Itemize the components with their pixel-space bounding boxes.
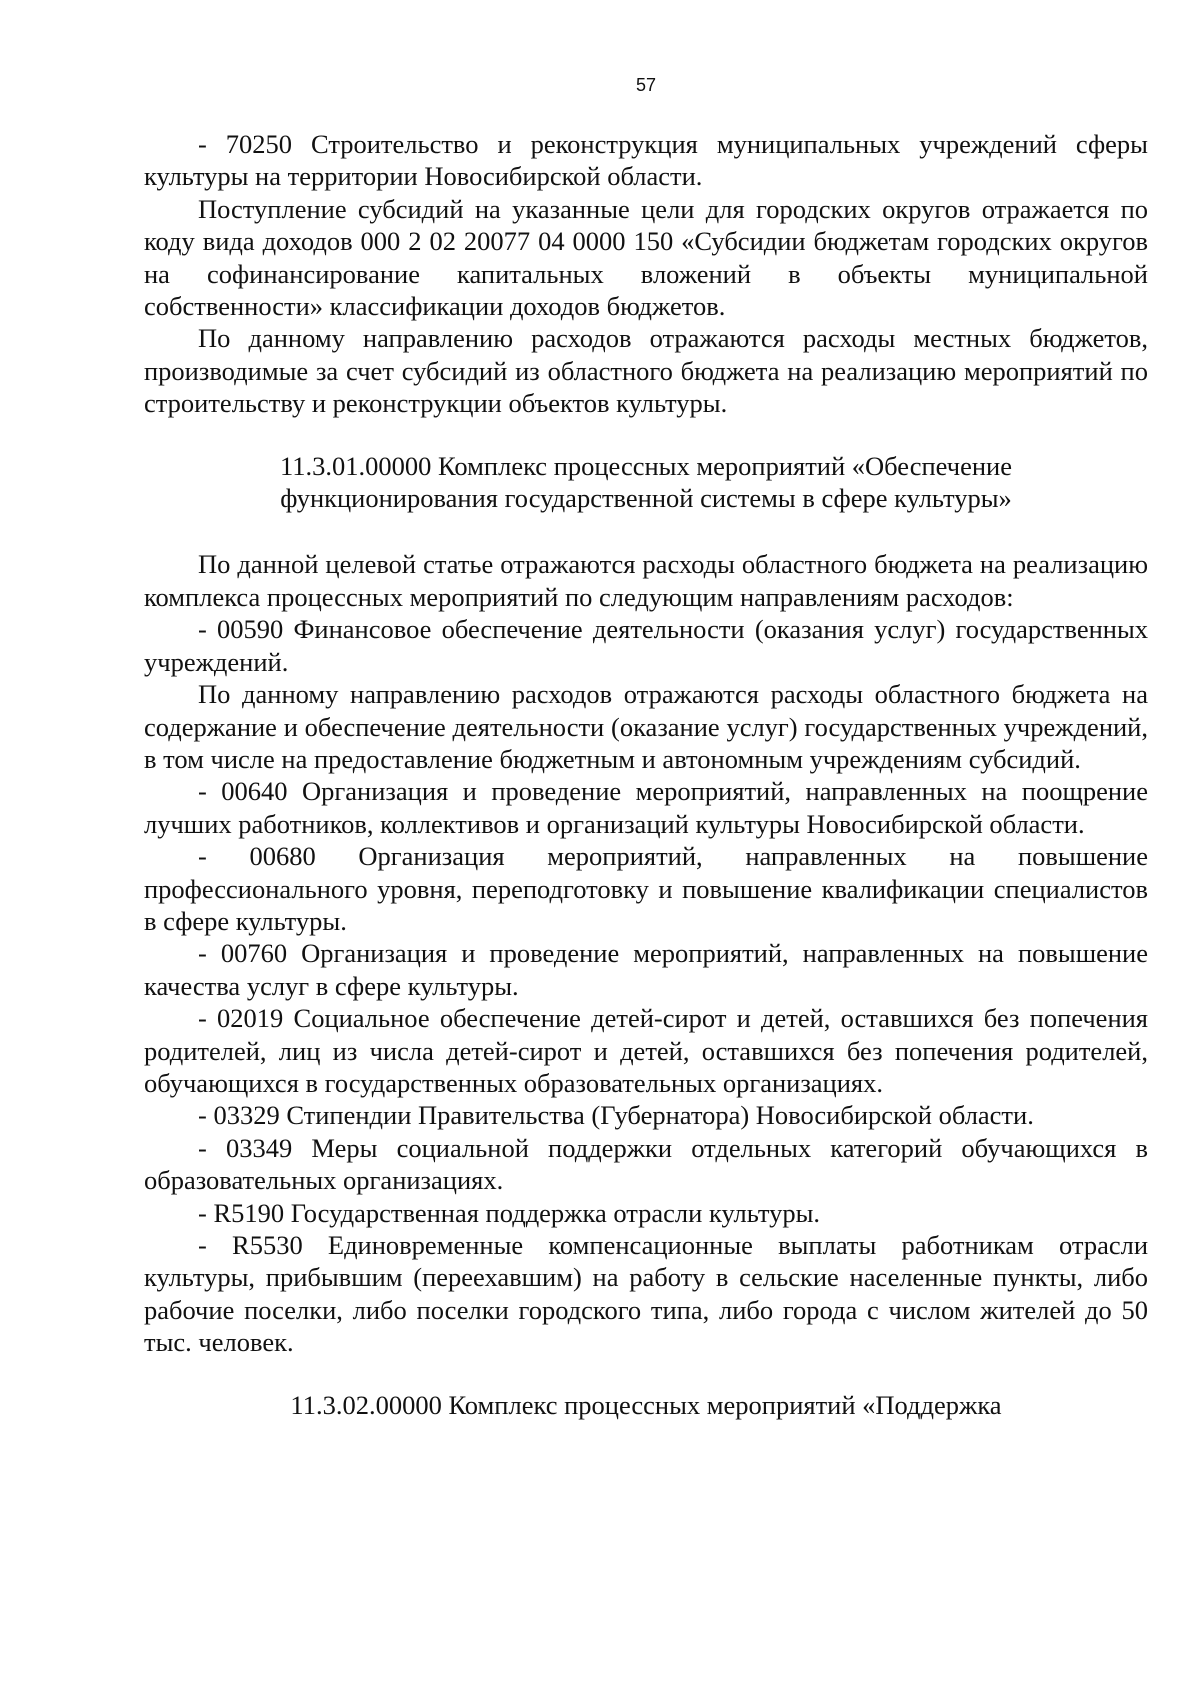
page-number: 57 (635, 75, 657, 95)
section-heading-11-3-02-line1: 11.3.02.00000 Комплекс процессных мероприятий «Поддержка (290, 1389, 1002, 1420)
list-item-03349: - 03349 Меры социальной поддержки отдельных категорий обучающихся в образовательных организациях. (144, 1132, 1148, 1196)
paragraph-target-article-intro: По данной целевой статье отражаются расходы областного бюджета на реализацию комплекса процессных мероприятий по следующим направлениям расходов: (144, 549, 1148, 612)
list-item-00680: - 00680 Организация мероприятий, направленных на повышение профессионального уровня, переподготовку и повышение квалификации специалистов в сфере культуры. (144, 841, 1148, 936)
list-item-R5530: - R5530 Единовременные компенсационные выплаты работникам отрасли культуры, прибывшим (переехавшим) на работу в сельские населенные пункты, либо рабочие поселки, либо поселки городского типа, либо города с числом жителей до 50 тыс. человек. (144, 1230, 1148, 1358)
section-heading-11-3-01 (144, 450, 1148, 515)
paragraph-00590-description: По данному направлению расходов отражаются расходы областного бюджета на содержание и обеспечение деятельности (оказание услуг) государственных учреждений, в том числе на предоставление бюджетным и автономным учреждениям субсидий. (144, 679, 1148, 774)
list-item-02019: - 02019 Социальное обеспечение детей-сирот и детей, оставшихся без попечения родителей, лиц из числа детей-сирот и детей, оставшихся без попечения родителей, обучающихся в государственных образовательных организациях. (144, 1003, 1148, 1098)
document-body (144, 128, 1148, 1421)
paragraph-70250: - 70250 Строительство и реконструкция муниципальных учреждений сферы культуры на территории Новосибирской области. (144, 129, 1148, 192)
list-item-03329: - 03329 Стипендии Правительства (Губернатора) Новосибирской области. (198, 1100, 1034, 1131)
list-item-00590: - 00590 Финансовое обеспечение деятельности (оказания услуг) государственных учреждений. (144, 614, 1148, 677)
paragraph-local-budget-expenses: По данному направлению расходов отражаются расходы местных бюджетов, производимые за счет субсидий из областного бюджета на реализацию мероприятий по строительству и реконструкции объектов культуры. (144, 323, 1148, 419)
section-heading-11-3-01-line1: 11.3.01.00000 Комплекс процессных мероприятий «Обеспечение (280, 450, 1012, 481)
section-heading-11-3-02 (144, 1389, 1148, 1421)
paragraph-subsidy-income-code: Поступление субсидий на указанные цели для городских округов отражается по коду вида доходов 000 2 02 20077 04 0000 150 «Субсидии бюджетам городских округов на софинансирование капитальных вложений в объекты муниципальной собственности» классификации доходов бюджетов. (144, 193, 1148, 322)
list-item-00760: - 00760 Организация и проведение мероприятий, направленных на повышение качества услуг в сфере культуры. (144, 938, 1148, 1001)
list-item-00640: - 00640 Организация и проведение мероприятий, направленных на поощрение лучших работников, коллективов и организаций культуры Новосибирской области. (144, 776, 1148, 839)
section-heading-11-3-01-line2: функционирования государственной системы в сфере культуры» (280, 483, 1012, 514)
list-item-R5190: - R5190 Государственная поддержка отрасли культуры. (198, 1197, 821, 1228)
